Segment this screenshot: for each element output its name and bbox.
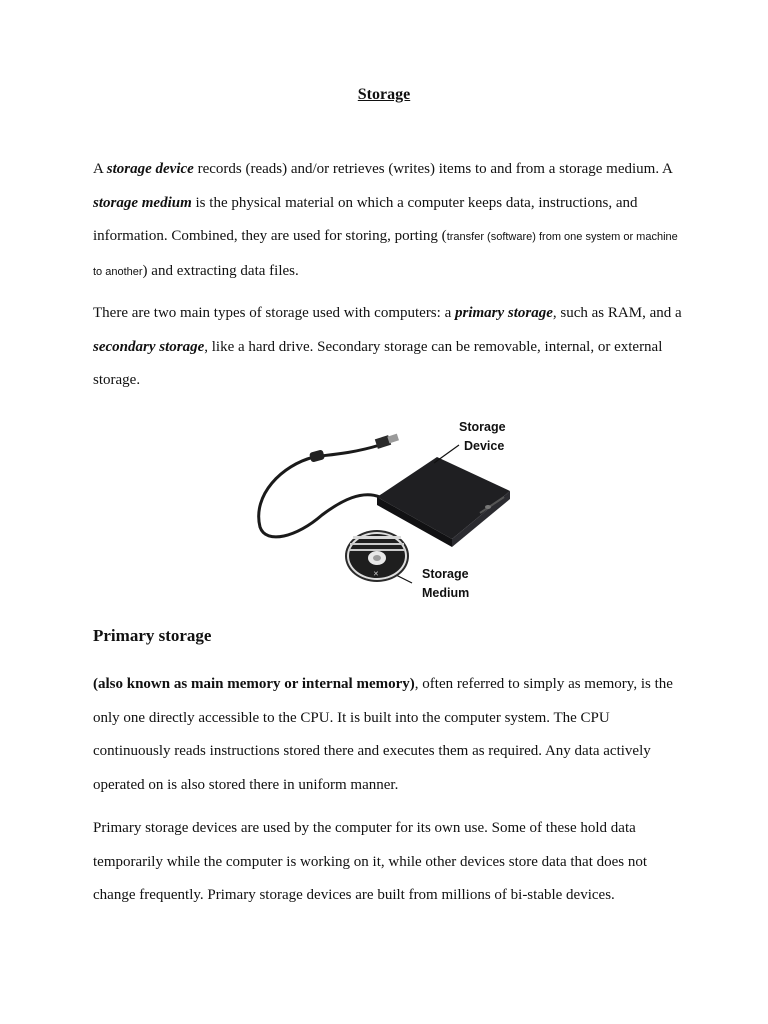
text-run: A: [93, 161, 107, 177]
intro-paragraph-1: [93, 153, 683, 289]
text-run: , such as RAM, and a: [552, 305, 682, 321]
label-line: Storage: [422, 567, 469, 581]
text-run: , like a hard drive. Secondary storage can be removable, internal, or external storage.: [93, 338, 663, 388]
term-storage-medium: storage medium: [93, 194, 192, 211]
primary-paragraph-2: Primary storage devices are used by the computer for its own use. Some of these hold data temporarily while the computer is working on it, while other devices store data that does not change frequently. Primary storage devices are built from millions of bi-stable devices.: [93, 820, 648, 903]
label-line: Device: [464, 439, 505, 453]
primary-storage-heading: Primary storage: [93, 626, 212, 645]
text-run: is the physical material on which a computer keeps data, instructions, and information. Combined, they are used for storing, porting (: [93, 194, 638, 244]
term-secondary-storage: secondary storage: [93, 338, 205, 355]
text-run: , often referred to simply as memory, is the only one directly accessible to the CPU. It is built into the computer system. The CPU continuously reads instructions stored there and executes them as required. Any data actively operated on is also stored there in uniform manner.: [93, 676, 673, 793]
intro-paragraph-2: [93, 297, 683, 398]
svg-text:✕: ✕: [373, 570, 379, 578]
storage-medium-label: [422, 565, 469, 603]
storage-figure: [252, 415, 514, 601]
text-run: records (reads) and/or retrieves (writes) items to and from a storage medium. A: [193, 161, 673, 177]
term-primary-storage: primary storage: [454, 305, 553, 321]
storage-device-label: [459, 418, 506, 456]
label-line: Storage: [459, 420, 506, 434]
page-title: Storage: [357, 86, 411, 103]
primary-paragraph-1: [93, 668, 683, 802]
text-run: ) and extracting data files.: [142, 262, 299, 279]
text-run: There are two main types of storage used with computers: a: [93, 305, 455, 321]
primary-alias-bold: (also known as main memory or internal memory): [93, 676, 415, 692]
label-line: Medium: [422, 586, 470, 600]
porting-definition: transfer (software) from one system or machine to another: [93, 231, 678, 278]
term-storage-device: storage device: [106, 161, 194, 177]
